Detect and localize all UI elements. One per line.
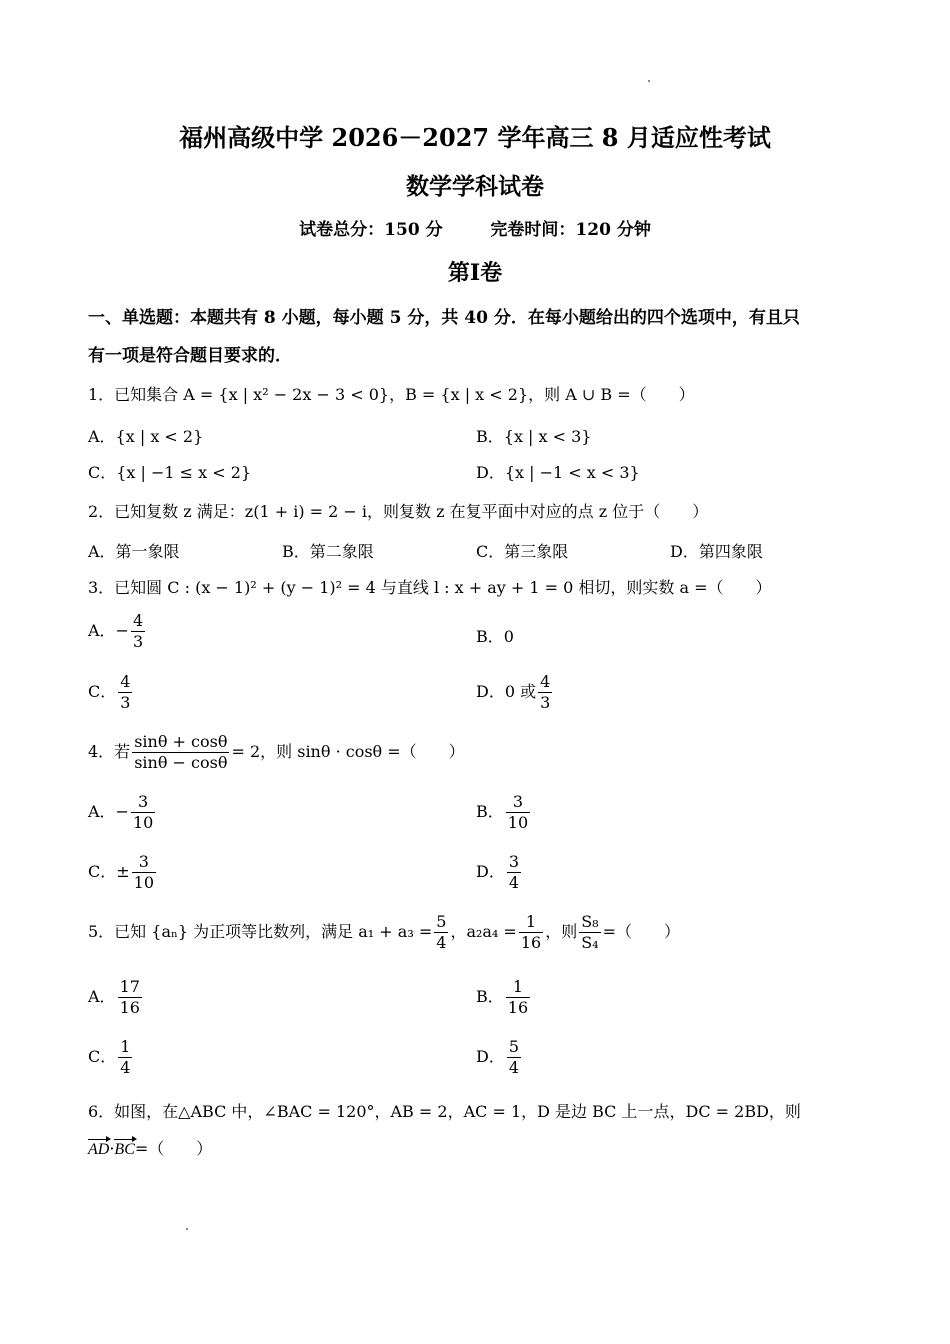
exam-subtitle: 数学学科试卷	[406, 173, 544, 200]
question-2-stem: 2．已知复数 z 满足：z(1 + i) = 2 − i，则复数 z 在复平面中对应的点 z 位于（ ）	[88, 502, 709, 521]
numerator: sinθ + cosθ	[134, 732, 228, 751]
fraction	[118, 1037, 132, 1078]
question-6-stem-line2	[88, 1136, 212, 1159]
numerator: 4	[540, 672, 551, 691]
q2-option-b: B．第二象限	[282, 542, 374, 561]
q3-option-a	[88, 611, 147, 652]
stem-suffix: =（ ）	[602, 922, 681, 941]
denominator: 3	[132, 632, 144, 651]
q3-option-b: B．0	[476, 627, 514, 646]
numerator: 3	[508, 852, 520, 871]
fraction	[132, 852, 156, 893]
q4-option-c	[88, 852, 158, 893]
stem-suffix: = 2，则 sinθ · cosθ =（ ）	[231, 742, 465, 761]
fraction	[132, 732, 229, 773]
vector-ad: AD	[88, 1141, 110, 1158]
fraction	[579, 912, 600, 953]
option-label: B．	[476, 987, 504, 1006]
denominator: 4	[508, 1058, 520, 1077]
denominator: 3	[540, 693, 551, 712]
denominator: 10	[507, 813, 529, 832]
scan-dot	[186, 1228, 188, 1230]
fraction	[506, 792, 530, 833]
q5-option-c	[88, 1037, 134, 1078]
question-1-stem: 1．已知集合 A = {x | x² − 2x − 3 < 0}，B = {x | x < 2}，则 A ∪ B =（ ）	[88, 385, 695, 404]
denominator: 4	[436, 933, 447, 952]
option-label: C．±	[88, 862, 130, 881]
exam-meta	[0, 215, 950, 240]
option-label: C．	[88, 682, 117, 701]
denominator: 10	[133, 873, 155, 892]
option-label: A．−	[88, 621, 129, 640]
q3-option-d	[476, 672, 554, 713]
numerator: 17	[119, 977, 140, 996]
numerator: 5	[436, 912, 447, 931]
question-6-stem: 6．如图，在△ABC 中，∠BAC = 120°，AB = 2，AC = 1，D 是边 BC 上一点，DC = 2BD，则	[88, 1102, 801, 1121]
stem-middle: ，则	[545, 922, 578, 941]
scan-dot	[648, 80, 650, 82]
q4-option-b	[476, 792, 532, 833]
question-3-stem: 3．已知圆 C : (x − 1)² + (y − 1)² = 4 与直线 l : x + ay + 1 = 0 相切，则实数 a =（ ）	[88, 578, 772, 597]
denominator: sinθ − cosθ	[134, 753, 228, 772]
numerator: 3	[132, 852, 156, 873]
q2-option-c: C．第三象限	[476, 542, 569, 561]
section-heading-line2: 有一项是符合题目要求的．	[88, 346, 292, 366]
denominator: 4	[508, 873, 520, 892]
option-label: A．−	[88, 802, 129, 821]
stem-suffix: =（ ）	[134, 1139, 213, 1158]
denominator: 10	[132, 813, 154, 832]
fraction	[506, 977, 530, 1018]
fraction	[519, 912, 543, 953]
fraction	[131, 611, 145, 652]
q1-option-b: B．{x | x < 3}	[476, 427, 592, 446]
q2-option-a: A．第一象限	[88, 542, 180, 561]
numerator: S₈	[581, 912, 599, 931]
question-5-stem	[88, 912, 680, 953]
fraction	[507, 852, 521, 893]
numerator: 5	[508, 1037, 520, 1056]
numerator: 1	[506, 977, 530, 998]
q4-option-a	[88, 792, 157, 833]
numerator: 4	[132, 611, 144, 630]
q5-option-b	[476, 977, 532, 1018]
fraction	[118, 977, 142, 1018]
fraction	[434, 912, 448, 953]
option-label: D．0 或	[476, 682, 537, 701]
q1-option-d: D．{x | −1 < x < 3}	[476, 463, 640, 482]
volume-title: 第I卷	[447, 260, 503, 286]
denominator: 3	[120, 693, 131, 712]
time-info: 完卷时间：120 分钟	[490, 220, 651, 240]
denominator: S₄	[581, 933, 599, 952]
q1-option-c: C．{x | −1 ≤ x < 2}	[88, 463, 252, 482]
dot-operator: ·	[109, 1139, 115, 1158]
q2-option-d: D．第四象限	[670, 542, 763, 561]
option-label: B．	[476, 802, 504, 821]
q5-option-d	[476, 1037, 523, 1078]
denominator: 16	[119, 998, 140, 1017]
numerator: 3	[131, 792, 155, 813]
option-label: D．	[476, 1047, 505, 1066]
section-heading-line1: 一、单选题：本题共有 8 小题，每小题 5 分，共 40 分．在每小题给出的四个选项中，有且只	[88, 308, 800, 328]
stem-prefix: 4．若	[88, 742, 131, 761]
denominator: 16	[520, 933, 542, 952]
numerator: 1	[519, 912, 543, 933]
question-4-stem	[88, 732, 465, 773]
q4-option-d	[476, 852, 523, 893]
option-label: D．	[476, 862, 505, 881]
stem-prefix: 5．已知 {aₙ} 为正项等比数列，满足 a₁ + a₃ =	[88, 922, 433, 941]
option-label: C．	[88, 1047, 117, 1066]
numerator: 4	[120, 672, 131, 691]
fraction	[538, 672, 552, 713]
denominator: 16	[507, 998, 529, 1017]
fraction	[131, 792, 155, 833]
vector-bc: BC	[114, 1141, 135, 1158]
denominator: 4	[120, 1058, 131, 1077]
stem-middle: ，a₂a₄ =	[450, 922, 517, 941]
q3-option-c	[88, 672, 134, 713]
score-info: 试卷总分：150 分	[299, 220, 443, 240]
option-label: A．	[88, 987, 116, 1006]
numerator: 1	[120, 1037, 131, 1056]
q1-option-a: A．{x | x < 2}	[88, 427, 204, 446]
numerator: 3	[506, 792, 530, 813]
fraction	[118, 672, 132, 713]
exam-title: 福州高级中学 2026－2027 学年高三 8 月适应性考试	[179, 123, 771, 152]
q5-option-a	[88, 977, 144, 1018]
fraction	[507, 1037, 521, 1078]
